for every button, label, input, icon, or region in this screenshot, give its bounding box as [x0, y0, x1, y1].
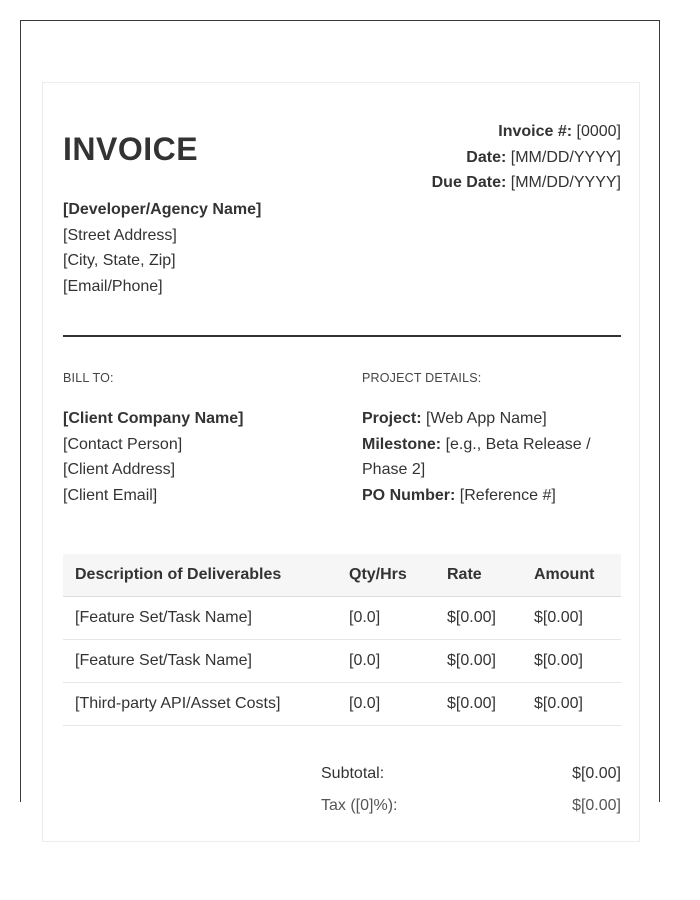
milestone-value: [e.g., Beta Release / Phase 2] [362, 435, 591, 479]
row-description: [Third-party API/Asset Costs] [63, 683, 337, 726]
due-date-label: Due Date: [431, 174, 507, 192]
invoice-number-line [432, 119, 621, 145]
row-amount: $[0.00] [522, 683, 621, 726]
row-rate: $[0.00] [435, 640, 522, 683]
column-header-rate: Rate [435, 554, 522, 597]
invoice-meta [432, 119, 621, 196]
invoice-date-line [432, 145, 621, 171]
row-description: [Feature Set/Task Name] [63, 640, 337, 683]
tax-value: $[0.00] [572, 797, 621, 814]
subtotal-value: $[0.00] [572, 765, 621, 782]
row-description: [Feature Set/Task Name] [63, 597, 337, 640]
invoice-date-value: [MM/DD/YYYY] [510, 148, 621, 166]
client-contact-person: [Contact Person] [63, 435, 183, 453]
project-line [362, 406, 621, 432]
sender-name: [Developer/Agency Name] [63, 201, 262, 218]
document-viewport[interactable] [20, 20, 660, 814]
project-value: [Web App Name] [426, 410, 547, 427]
invoice-number-value: [0000] [576, 123, 621, 140]
po-number-line [362, 483, 621, 509]
po-number-label: PO Number: [362, 486, 456, 504]
column-header-amount: Amount [522, 554, 621, 597]
sender-city: [City, State, Zip] [63, 252, 176, 270]
client-address: [Client Address] [63, 461, 176, 479]
due-date-line [432, 170, 621, 196]
column-header-description: Description of Deliverables [63, 554, 337, 597]
sender-block [63, 197, 261, 299]
milestone-label: Milestone: [362, 435, 442, 453]
totals-block [321, 761, 621, 821]
bill-to-block [63, 370, 353, 508]
bill-to-label: BILL TO: [63, 371, 114, 385]
table-header-row [63, 554, 621, 597]
row-rate: $[0.00] [435, 683, 522, 726]
sender-street: [Street Address] [63, 226, 177, 244]
subtotal-row [321, 761, 621, 789]
header-divider [63, 335, 621, 337]
row-amount: $[0.00] [522, 597, 621, 640]
client-company: [Client Company Name] [63, 410, 244, 427]
tax-row [321, 793, 621, 821]
client-email: [Client Email] [63, 486, 158, 504]
project-details-block [362, 370, 621, 508]
column-header-qty: Qty/Hrs [337, 554, 435, 597]
row-qty: [0.0] [337, 683, 435, 726]
row-qty: [0.0] [337, 597, 435, 640]
table-row [63, 597, 621, 640]
subtotal-label: Subtotal: [321, 765, 385, 782]
line-items-table [63, 554, 621, 726]
table-row [63, 683, 621, 726]
project-details-label: PROJECT DETAILS: [362, 371, 482, 385]
project-label: Project: [362, 410, 422, 427]
row-amount: $[0.00] [522, 640, 621, 683]
invoice-title: INVOICE [63, 131, 199, 167]
sender-contact: [Email/Phone] [63, 277, 163, 295]
due-date-value: [MM/DD/YYYY] [510, 174, 621, 192]
table-row [63, 640, 621, 683]
tax-label: Tax ([0]%): [321, 797, 398, 814]
row-rate: $[0.00] [435, 597, 522, 640]
invoice-sheet [42, 82, 640, 842]
row-qty: [0.0] [337, 640, 435, 683]
po-number-value: [Reference #] [459, 486, 556, 504]
milestone-line [362, 432, 621, 483]
invoice-number-label: Invoice #: [498, 123, 573, 140]
invoice-date-label: Date: [466, 148, 507, 166]
